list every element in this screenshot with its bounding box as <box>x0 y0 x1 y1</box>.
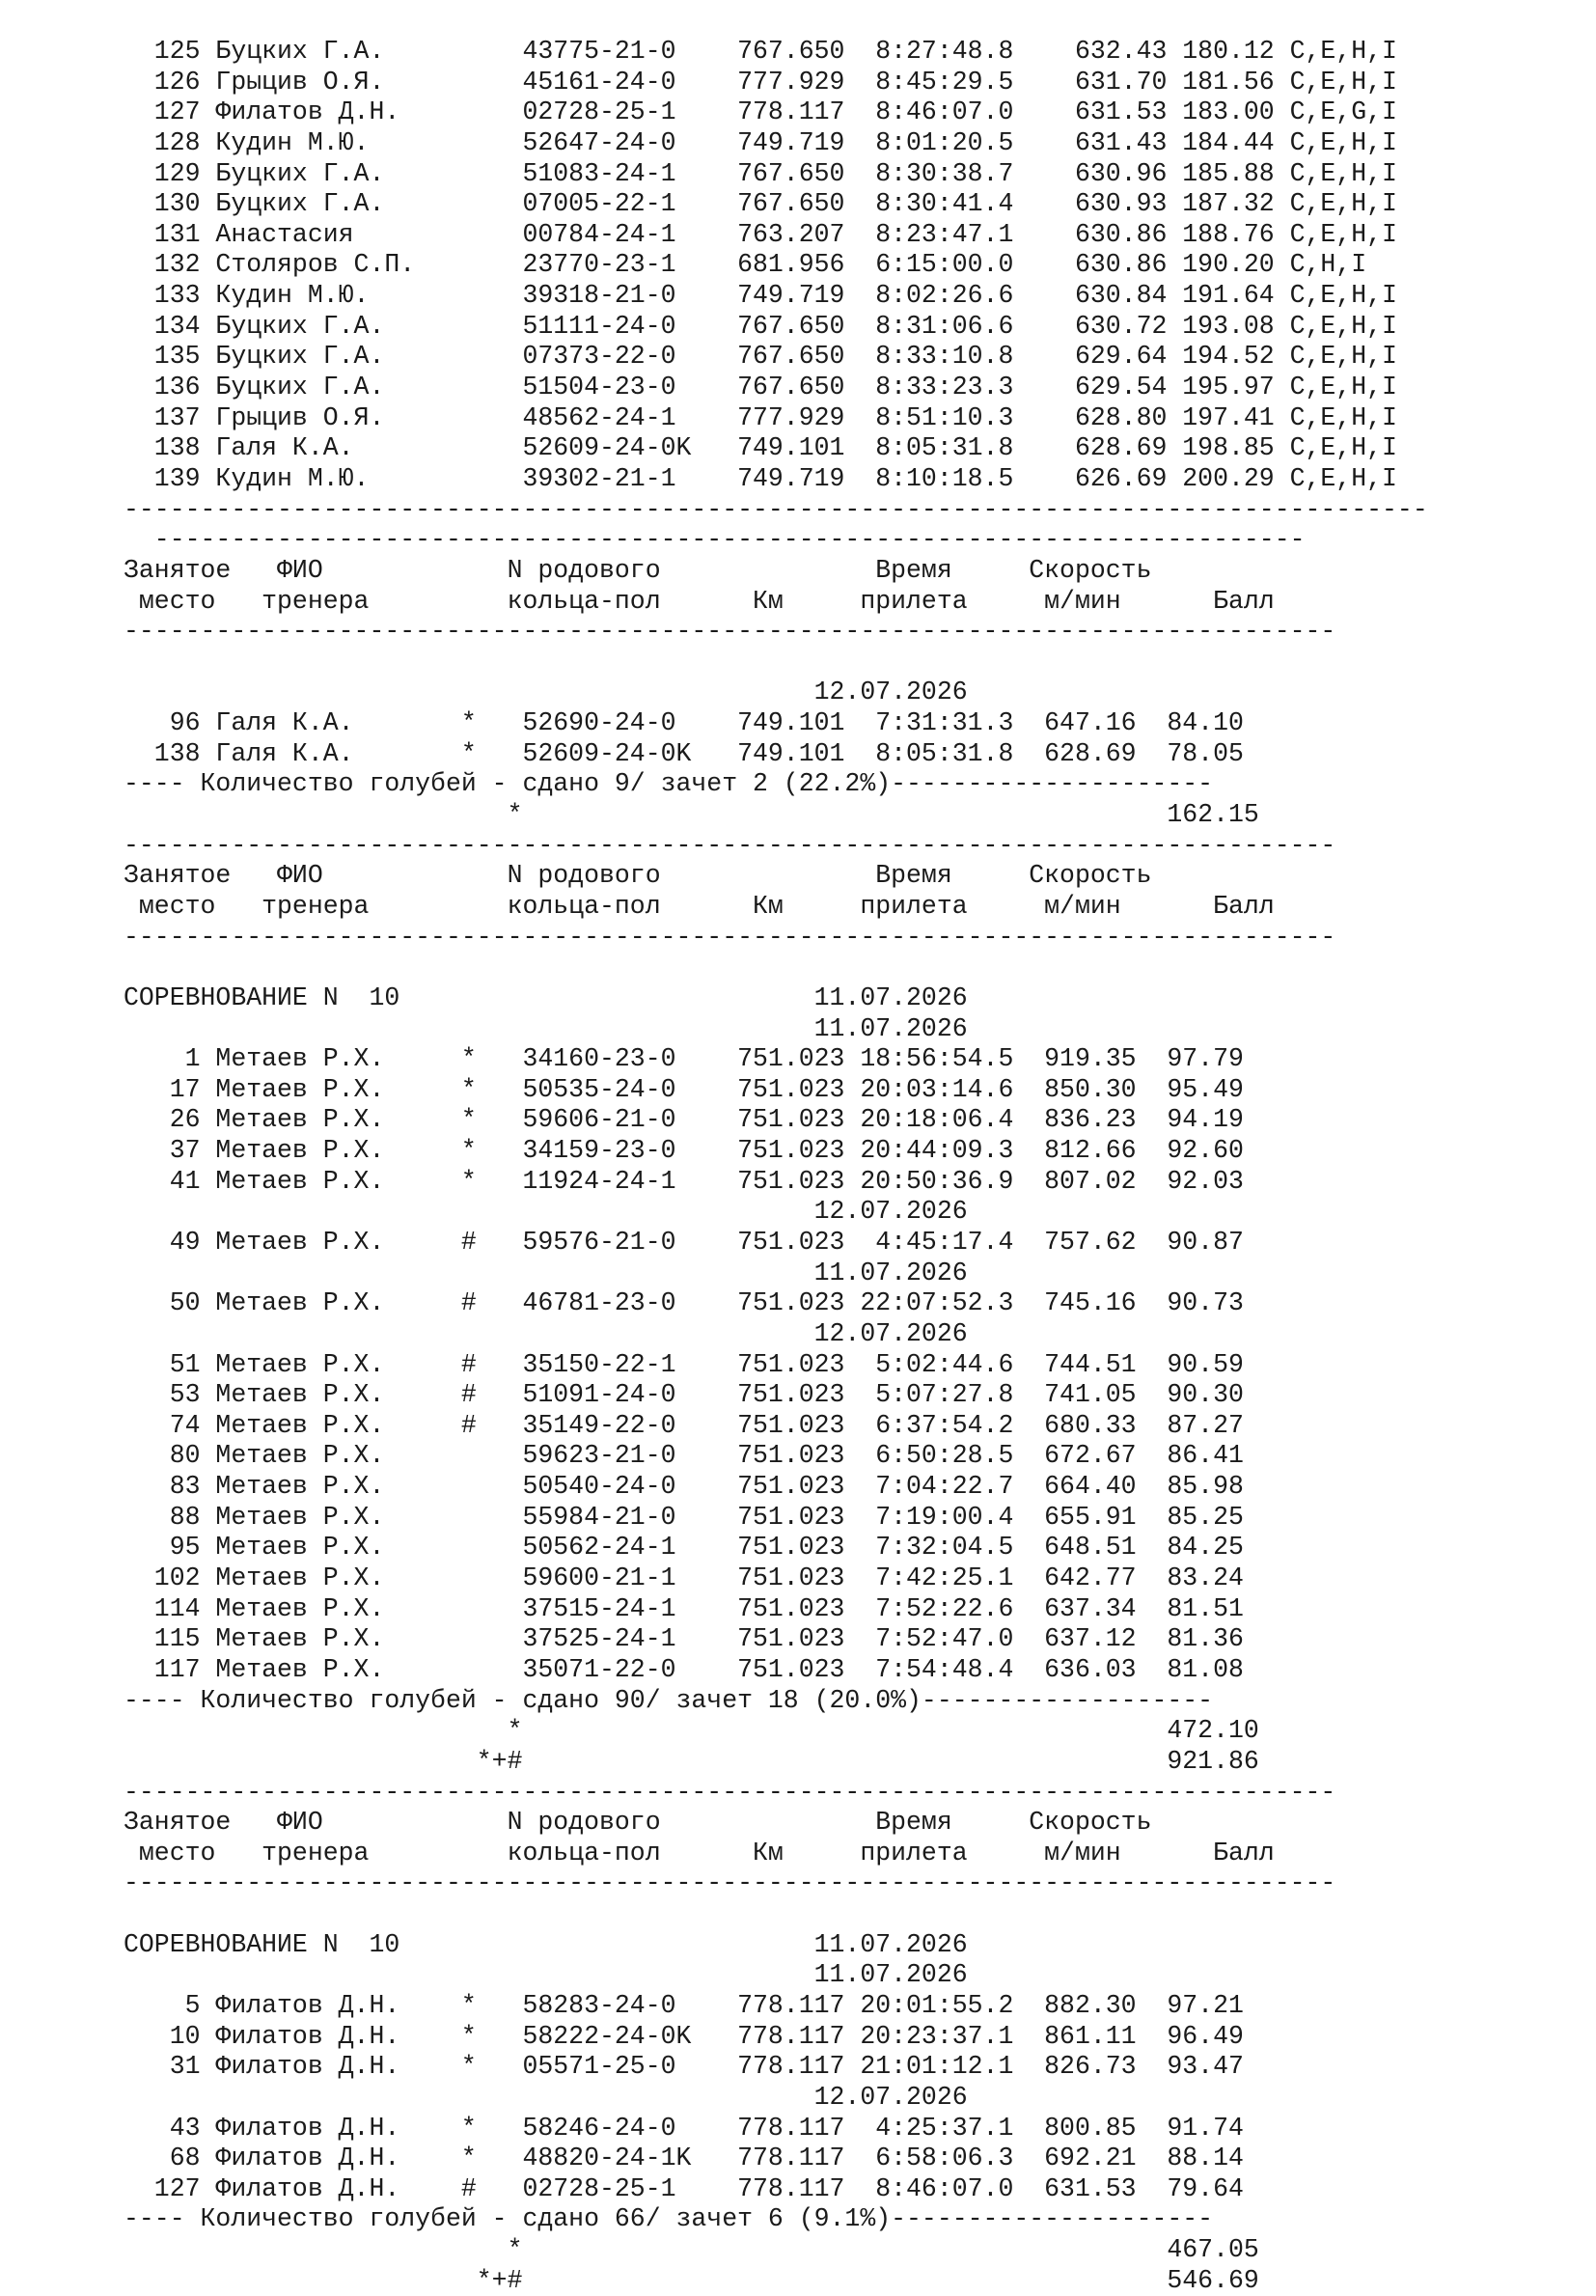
report-line: 12.07.2026 <box>124 1197 968 1227</box>
report-line <box>124 1899 1571 1930</box>
report-line: 128 Кудин М.Ю. 52647-24-0 749.719 8:01:20.5 631.43 184.44 C,E,H,I <box>124 127 1397 157</box>
report-line: 125 Буцких Г.А. 43775-21-0 767.650 8:27:48.8 632.43 180.12 C,E,H,I <box>124 37 1397 66</box>
report-line: ---- Количество голубей - сдано 66/ зачет 6 (9.1%)--------------------- <box>124 2204 1214 2234</box>
report-line: 126 Грыцив О.Я. 45161-24-0 777.929 8:45:29.5 631.70 181.56 C,E,H,I <box>124 67 1397 97</box>
report-line: *+# 546.69 <box>124 2265 1259 2295</box>
report-line: 11.07.2026 <box>124 1258 968 1287</box>
report-line: место тренера кольца-пол Км прилета м/мин Балл <box>124 1838 1275 1867</box>
report-line: 138 Галя К.А. * 52609-24-0K 749.101 8:05:31.8 628.69 78.05 <box>124 738 1244 768</box>
report-line: 51 Метаев Р.Х. # 35150-22-1 751.023 5:02:44.6 744.51 90.59 <box>124 1349 1244 1379</box>
report-line: 41 Метаев Р.Х. * 11924-24-1 751.023 20:50:36.9 807.02 92.03 <box>124 1166 1244 1196</box>
report-line: 5 Филатов Д.Н. * 58283-24-0 778.117 20:01:55.2 882.30 97.21 <box>124 1991 1244 2020</box>
report-line: ------------------------------------------------------------------------------- <box>124 830 1336 860</box>
report-line: 127 Филатов Д.Н. # 02728-25-1 778.117 8:46:07.0 631.53 79.64 <box>124 2173 1244 2203</box>
report-line <box>124 953 1571 983</box>
report-line: 43 Филатов Д.Н. * 58246-24-0 778.117 4:25:37.1 800.85 91.74 <box>124 2113 1244 2143</box>
report-line: 83 Метаев Р.Х. 50540-24-0 751.023 7:04:22.7 664.40 85.98 <box>124 1472 1244 1502</box>
report-line: 74 Метаев Р.Х. # 35149-22-0 751.023 6:37:54.2 680.33 87.27 <box>124 1410 1244 1440</box>
report-line: 114 Метаев Р.Х. 37515-24-1 751.023 7:52:22.6 637.34 81.51 <box>124 1593 1244 1623</box>
report-line: 133 Кудин М.Ю. 39318-21-0 749.719 8:02:26.6 630.84 191.64 C,E,H,I <box>124 281 1397 311</box>
report-line: 139 Кудин М.Ю. 39302-21-1 749.719 8:10:18.5 626.69 200.29 C,E,H,I <box>124 463 1397 493</box>
report-line: 132 Столяров С.П. 23770-23-1 681.956 6:15:00.0 630.86 190.20 C,H,I <box>124 250 1367 280</box>
report-line: 131 Анастасия 00784-24-1 763.207 8:23:47.1 630.86 188.76 C,E,H,I <box>124 219 1397 249</box>
report-line: место тренера кольца-пол Км прилета м/мин Балл <box>124 586 1275 616</box>
report-line: 127 Филатов Д.Н. 02728-25-1 778.117 8:46:07.0 631.53 183.00 C,E,G,I <box>124 97 1397 127</box>
report-line: Занятое ФИО N родового Время Скорость <box>124 861 1152 891</box>
report-line: 53 Метаев Р.Х. # 51091-24-0 751.023 5:07:27.8 741.05 90.30 <box>124 1380 1244 1410</box>
report-line: 136 Буцких Г.А. 51504-23-0 767.650 8:33:23.3 629.54 195.97 C,E,H,I <box>124 373 1397 402</box>
report-line: 12.07.2026 <box>124 1318 968 1348</box>
report-line: 11.07.2026 <box>124 1960 968 1990</box>
report-line: Занятое ФИО N родового Время Скорость <box>124 1808 1152 1838</box>
report-line: ------------------------------------------------------------------------------------- <box>124 494 1428 524</box>
report-line: 11.07.2026 <box>124 1013 968 1043</box>
report-line: 80 Метаев Р.Х. 59623-21-0 751.023 6:50:28.5 672.67 86.41 <box>124 1441 1244 1471</box>
report-line: 138 Галя К.А. 52609-24-0K 749.101 8:05:31.8 628.69 198.85 C,E,H,I <box>124 433 1397 463</box>
report-line: 95 Метаев Р.Х. 50562-24-1 751.023 7:32:04.5 648.51 84.25 <box>124 1533 1244 1563</box>
report-line: 117 Метаев Р.Х. 35071-22-0 751.023 7:54:48.4 636.03 81.08 <box>124 1654 1244 1684</box>
report-line: 129 Буцких Г.А. 51083-24-1 767.650 8:30:38.7 630.96 185.88 C,E,H,I <box>124 158 1397 188</box>
report-line: 49 Метаев Р.Х. # 59576-21-0 751.023 4:45:17.4 757.62 90.87 <box>124 1227 1244 1257</box>
report-line: 135 Буцких Г.А. 07373-22-0 767.650 8:33:10.8 629.64 194.52 C,E,H,I <box>124 342 1397 372</box>
report-line: 88 Метаев Р.Х. 55984-21-0 751.023 7:19:00.4 655.91 85.25 <box>124 1502 1244 1532</box>
report-line: 10 Филатов Д.Н. * 58222-24-0K 778.117 20:23:37.1 861.11 96.49 <box>124 2021 1244 2051</box>
report-line: ------------------------------------------------------------------------------- <box>124 1868 1336 1898</box>
report-line: * 162.15 <box>124 800 1259 830</box>
report-line: Занятое ФИО N родового Время Скорость <box>124 555 1152 585</box>
report-line: 96 Галя К.А. * 52690-24-0 749.101 7:31:31.3 647.16 84.10 <box>124 708 1244 738</box>
report-line: *+# 921.86 <box>124 1746 1259 1776</box>
report-line: 26 Метаев Р.Х. * 59606-21-0 751.023 20:18:06.4 836.23 94.19 <box>124 1105 1244 1135</box>
report-line: ---- Количество голубей - сдано 90/ зачет 18 (20.0%)------------------- <box>124 1685 1214 1715</box>
report-line: 68 Филатов Д.Н. * 48820-24-1K 778.117 6:58:06.3 692.21 88.14 <box>124 2144 1244 2173</box>
report-line: ---- Количество голубей - сдано 9/ зачет 2 (22.2%)--------------------- <box>124 769 1214 799</box>
report-line: ------------------------------------------------------------------------------- <box>124 922 1336 952</box>
report-line: СОРЕВНОВАНИЕ N 10 11.07.2026 <box>124 1929 968 1959</box>
race-results-report <box>124 37 1571 2296</box>
report-line: место тренера кольца-пол Км прилета м/мин Балл <box>124 891 1275 921</box>
report-line: 134 Буцких Г.А. 51111-24-0 767.650 8:31:06.6 630.72 193.08 C,E,H,I <box>124 311 1397 341</box>
report-line: * 472.10 <box>124 1716 1259 1746</box>
report-line: 12.07.2026 <box>124 678 968 707</box>
report-line: 17 Метаев Р.Х. * 50535-24-0 751.023 20:03:14.6 850.30 95.49 <box>124 1074 1244 1104</box>
report-line: 115 Метаев Р.Х. 37525-24-1 751.023 7:52:47.0 637.12 81.36 <box>124 1624 1244 1654</box>
report-line: 50 Метаев Р.Х. # 46781-23-0 751.023 22:07:52.3 745.16 90.73 <box>124 1288 1244 1318</box>
report-line: 12.07.2026 <box>124 2082 968 2112</box>
report-line: ------------------------------------------------------------------------------- <box>124 1777 1336 1807</box>
report-line: 31 Филатов Д.Н. * 05571-25-0 778.117 21:01:12.1 826.73 93.47 <box>124 2052 1244 2082</box>
report-line: --------------------------------------------------------------------------- <box>124 525 1306 555</box>
report-line: 37 Метаев Р.Х. * 34159-23-0 751.023 20:44:09.3 812.66 92.60 <box>124 1136 1244 1166</box>
report-line: СОРЕВНОВАНИЕ N 10 11.07.2026 <box>124 982 968 1012</box>
report-line: 1 Метаев Р.Х. * 34160-23-0 751.023 18:56:54.5 919.35 97.79 <box>124 1044 1244 1074</box>
report-line: 102 Метаев Р.Х. 59600-21-1 751.023 7:42:25.1 642.77 83.24 <box>124 1563 1244 1593</box>
report-line: 137 Грыцив О.Я. 48562-24-1 777.929 8:51:10.3 628.80 197.41 C,E,H,I <box>124 402 1397 432</box>
report-line: * 467.05 <box>124 2235 1259 2265</box>
report-line <box>124 648 1571 678</box>
report-line: ------------------------------------------------------------------------------- <box>124 617 1336 647</box>
report-line: 130 Буцких Г.А. 07005-22-1 767.650 8:30:41.4 630.93 187.32 C,E,H,I <box>124 189 1397 219</box>
